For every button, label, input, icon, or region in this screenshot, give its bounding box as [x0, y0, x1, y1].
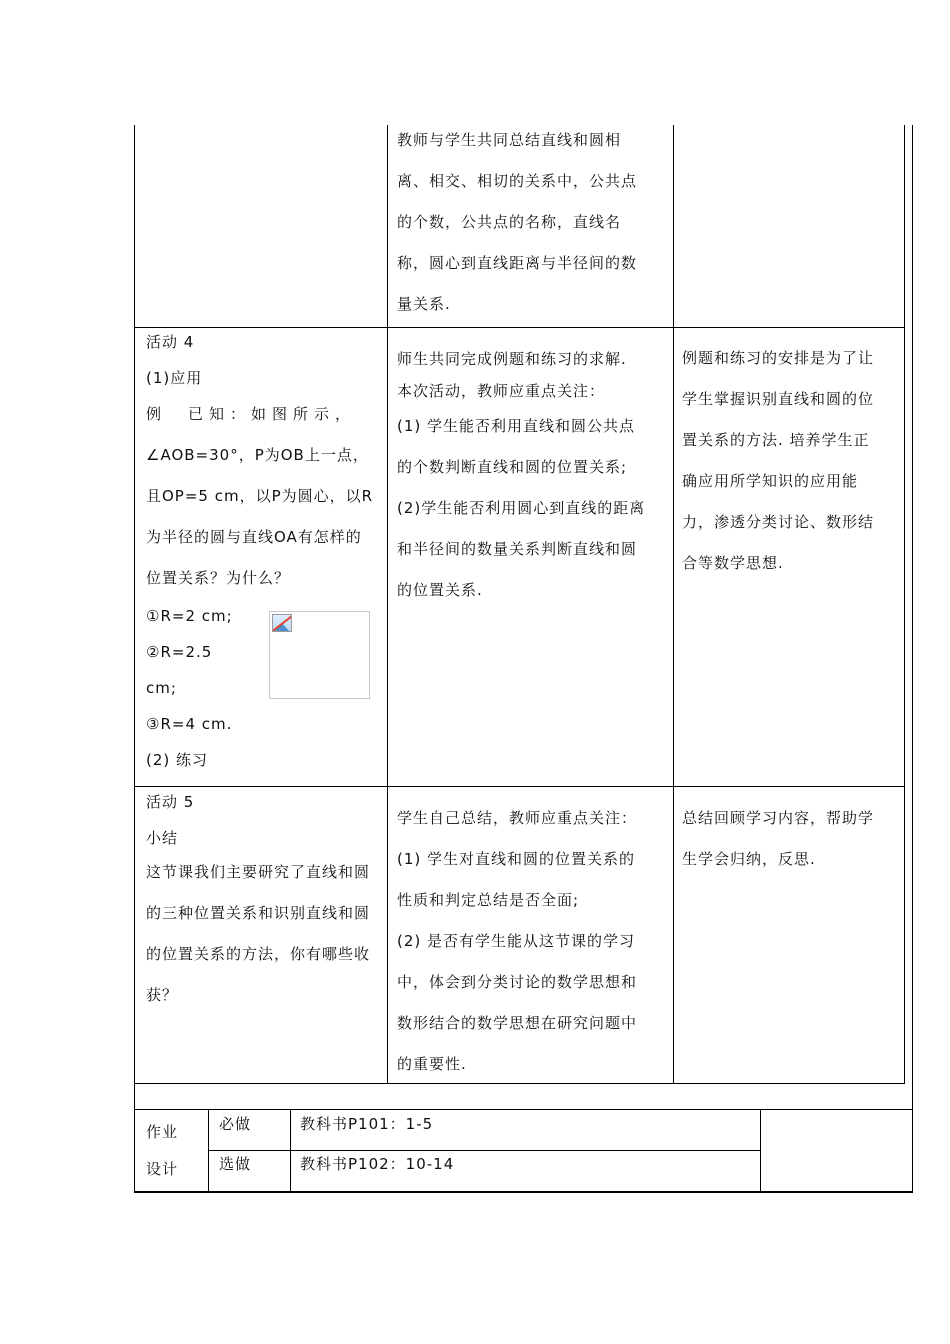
broken-image-icon: [272, 614, 292, 632]
row2-process-line: (1) 学生能否利用直线和圆公共点: [397, 417, 636, 435]
row3-process-line: 性质和判定总结是否全面;: [397, 891, 580, 909]
row2-intent-line: 例题和练习的安排是为了让: [682, 349, 875, 367]
row3-process-line: 中，体会到分类讨论的数学思想和: [397, 973, 638, 991]
option-line: ①R=2 cm;: [146, 607, 233, 625]
column-divider-1: [387, 125, 388, 1083]
activity-title: 活动 5: [146, 793, 195, 811]
row3-process-line: (1) 学生对直线和圆的位置关系的: [397, 850, 636, 868]
figure-placeholder: [269, 611, 370, 699]
table-border-right: [904, 125, 905, 1083]
problem-line: 且OP=5 cm，以P为圆心，以R: [146, 487, 374, 505]
row3-process-line: 数形结合的数学思想在研究问题中: [397, 1014, 638, 1032]
option-line: cm;: [146, 679, 177, 697]
row2-process-line: 本次活动，教师应重点关注：: [397, 382, 606, 400]
row3-process-cell: [397, 798, 669, 1085]
activity4-cell: [146, 324, 382, 396]
summary-line: 这节课我们主要研究了直线和圆: [146, 863, 371, 881]
option-line: ③R=4 cm.: [146, 715, 233, 733]
row3-intent-line: 总结回顾学习内容，帮助学: [682, 809, 875, 827]
homework-bottom: [134, 1191, 913, 1193]
activity5-cell: [146, 784, 382, 856]
row2-process-line: 和半径间的数量关系判断直线和圆: [397, 540, 638, 558]
row2-intent-line: 力，渗透分类讨论、数形结: [682, 513, 875, 531]
row1-process-line: 离、相交、相切的关系中，公共点: [397, 172, 638, 190]
activity5-summary: [146, 852, 382, 1016]
activity-subtitle: 小结: [146, 829, 179, 847]
homework-top: [134, 1109, 913, 1110]
row1-process-line: 的个数，公共点的名称，直线名: [397, 213, 622, 231]
homework-label-line: 设计: [146, 1160, 179, 1178]
required-value: 教科书P101：1-5: [300, 1115, 434, 1133]
row2-process-line: 师生共同完成例题和练习的求解.: [397, 350, 627, 368]
row3-process-line: 学生自己总结，教师应重点关注：: [397, 809, 638, 827]
optional-value: 教科书P102：10-14: [300, 1155, 455, 1173]
row2-intent-cell: [682, 338, 902, 584]
row2-intent-line: 置关系的方法. 培养学生正: [682, 431, 870, 449]
row2-process-line: 的个数判断直线和圆的位置关系;: [397, 458, 628, 476]
practice-line: (2) 练习: [146, 751, 209, 769]
homework-divider-1: [208, 1109, 209, 1192]
column-divider-2: [673, 125, 674, 1083]
problem-line: ∠AOB=30°，P为OB上一点，: [146, 446, 369, 464]
problem-line: 为半径的圆与直线OA有怎样的: [146, 528, 362, 546]
row2-intent-line: 学生掌握识别直线和圆的位: [682, 390, 875, 408]
homework-divider-3: [760, 1109, 761, 1192]
row3-intent-line: 生学会归纳，反思.: [682, 850, 816, 868]
row2-process-cell: [397, 342, 669, 611]
row3-process-line: (2) 是否有学生能从这节课的学习: [397, 932, 636, 950]
row1-process-cell: [397, 120, 669, 325]
table-border-right-outer: [912, 125, 913, 1193]
activity4-options: [146, 598, 266, 778]
summary-line: 的三种位置关系和识别直线和圆: [146, 904, 371, 922]
row1-process-line: 教师与学生共同总结直线和圆相: [397, 131, 622, 149]
activity-title: 活动 4: [146, 333, 195, 351]
table-border-left: [134, 125, 135, 1083]
row1-process-line: 称，圆心到直线距离与半径间的数: [397, 254, 638, 272]
homework-border-left: [134, 1083, 135, 1193]
row3-intent-cell: [682, 798, 902, 880]
homework-divider-2: [290, 1109, 291, 1192]
problem-line: 位置关系？为什么？: [146, 569, 291, 587]
activity4-problem: [146, 394, 382, 599]
problem-line: 例 已知：如图所示，: [146, 405, 357, 423]
row2-process-line: (2)学生能否利用圆心到直线的距离: [397, 499, 646, 517]
row2-process-line: 的位置关系.: [397, 581, 483, 599]
required-label: 必做: [219, 1115, 252, 1133]
homework-label: [146, 1114, 178, 1188]
option-line: ②R=2.5: [146, 643, 213, 661]
row1-process-line: 量关系.: [397, 295, 451, 313]
summary-line: 获？: [146, 986, 179, 1004]
summary-line: 的位置关系的方法，你有哪些收: [146, 945, 371, 963]
row2-intent-line: 确应用所学知识的应用能: [682, 472, 859, 490]
activity-subtitle: (1)应用: [146, 369, 203, 387]
homework-label-line: 作业: [146, 1123, 179, 1141]
optional-label: 选做: [219, 1155, 252, 1173]
row2-intent-line: 合等数学思想.: [682, 554, 784, 572]
row3-process-line: 的重要性.: [397, 1055, 467, 1073]
